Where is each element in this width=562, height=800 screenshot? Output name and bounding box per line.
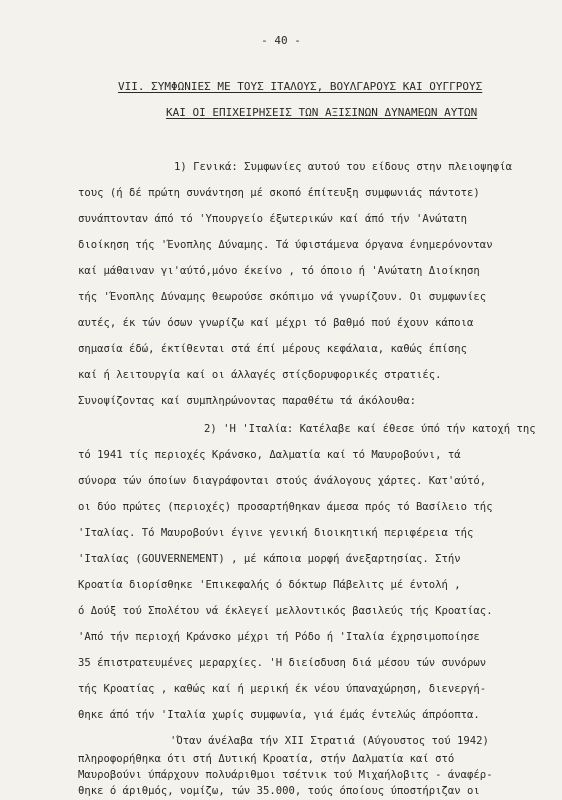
body-line-7: αυτές, έκ τών όσων γνωρίζω καί μέχρι τό βαθμό πού έχουν κάποια — [78, 317, 474, 329]
section-heading-line-2: ΚΑΙ ΟΙ ΕΠΙΧΕΙΡΗΣΕΙΣ ΤΩΝ ΑΞΙΣΙΝΩΝ ΔΥΝΑΜΕΩΝ ΑΥΤΩΝ — [166, 106, 478, 119]
body-line-3: συνάπτονταν άπό τό 'Υπουργείο έξωτερικών καί άπό τήν 'Ανώτατη — [78, 213, 468, 225]
body-line-10: Συνοψίζοντας καί συμπληρώνοντας παραθέτω τά άκόλουθα: — [78, 395, 417, 407]
body-line-17: Κροατία διορίσθηκε 'Επικεφαλής ό δόκτωρ Πάβελιτς μέ έντολή , — [78, 579, 461, 591]
page-number: - 40 - — [261, 34, 301, 47]
body-line-18: ό Δούξ τού Σπολέτου νά έκλεγεί μελλοντικός βασιλεύς τής Κροατίας. — [78, 605, 493, 617]
body-line-1: 1) Γενικά: Συμφωνίες αυτού του είδους στην πλειοψηφία — [174, 161, 513, 173]
section-heading-line-1: VII. ΣΥΜΦΩΝΙΕΣ ΜΕ ΤΟΥΣ ΙΤΑΛΟΥΣ, ΒΟΥΛΓΑΡΟΥΣ ΚΑΙ ΟΥΓΓΡΟΥΣ — [118, 80, 483, 93]
body-line-8: σημασία έδώ, έκτίθενται στά έπί μέρους κεφάλαια, καθώς έπίσης — [78, 343, 468, 355]
body-line-6: τής 'Ένοπλης Δύναμης θεωρούσε σκόπιμο νά γνωρίζουν. Οι συμφωνίες — [78, 291, 487, 303]
body-line-19: 'Από τήν περιοχή Κράνσκο μέχρι τή Ρόδο ή 'Ιταλία έχρησιμοποίησε — [78, 631, 480, 643]
body-line-23: 'Όταν άνέλαβα τήν XII Στρατιά (Αύγουστος τού 1942) — [170, 735, 489, 747]
body-line-5: καί μάθαιναν γι'αύτό,μόνο έκείνο , τό όποιο ή 'Ανώτατη Διοίκηση — [78, 265, 480, 277]
body-line-26: θηκε ό άριθμός, νομίζω, τών 35.000, τούς όποίους ύποστήριζαν οι — [78, 785, 480, 797]
body-line-9: καί ή λειτουργία καί οι άλλαγές στίςδορυφορικές στρατιές. — [78, 369, 442, 381]
body-line-16: 'Ιταλίας (GOUVERNEMENT) , μέ κάποια μορφή άνεξαρτησίας. Στήν — [78, 553, 461, 565]
body-line-11: 2) 'Η 'Ιταλία: Κατέλαβε καί έθεσε ύπό τήν κατοχή της — [204, 423, 536, 435]
body-line-24: πληροφορήθηκα ότι στή Δυτική Κροατία, στήν Δαλματία καί στό — [78, 753, 455, 765]
body-line-20: 35 έπιστρατευμένες μεραρχίες. 'Η διείσδυση διά μέσου τών συνόρων — [78, 657, 487, 669]
body-line-2: τους (ή δέ πρώτη συνάντηση μέ σκοπό έπίτευξη συμφωνιάς πάντοτε) — [78, 187, 480, 199]
body-line-14: οι δύο πρώτες (περιοχές) προσαρτήθηκαν άμεσα πρός τό Βασίλειο τής — [78, 501, 493, 513]
body-line-21: τής Κροατίας , καθώς καί ή μερική έκ νέου ύπαναχώρηση, διενεργή- — [78, 683, 487, 695]
body-line-12: τό 1941 τίς περιοχές Κράνσκο, Δαλματία καί τό Μαυροβούνι, τά — [78, 449, 461, 461]
body-line-25: Μαυροβούνι ύπάρχουν πολυάριθμοι τσέτνικ τού Μιχαήλοβιτς - άναφέρ- — [78, 769, 493, 781]
body-line-15: 'Ιταλίας. Τό Μαυροβούνι έγινε γενική διοικητική περιφέρεια τής — [78, 527, 474, 539]
body-line-22: θηκε άπό τήν 'Ιταλία χωρίς συμφωνία, γιά έμάς έντελώς άπρόοπτα. — [78, 709, 480, 721]
body-line-4: διοίκηση τής 'Ένοπλης Δύναμης. Τά ύφιστάμενα όργανα ένημερόνονταν — [78, 239, 493, 251]
body-line-13: σύνορα τών όποίων διαγράφονται στούς άνάλογους χάρτες. Κατ'αύτό, — [78, 475, 487, 487]
